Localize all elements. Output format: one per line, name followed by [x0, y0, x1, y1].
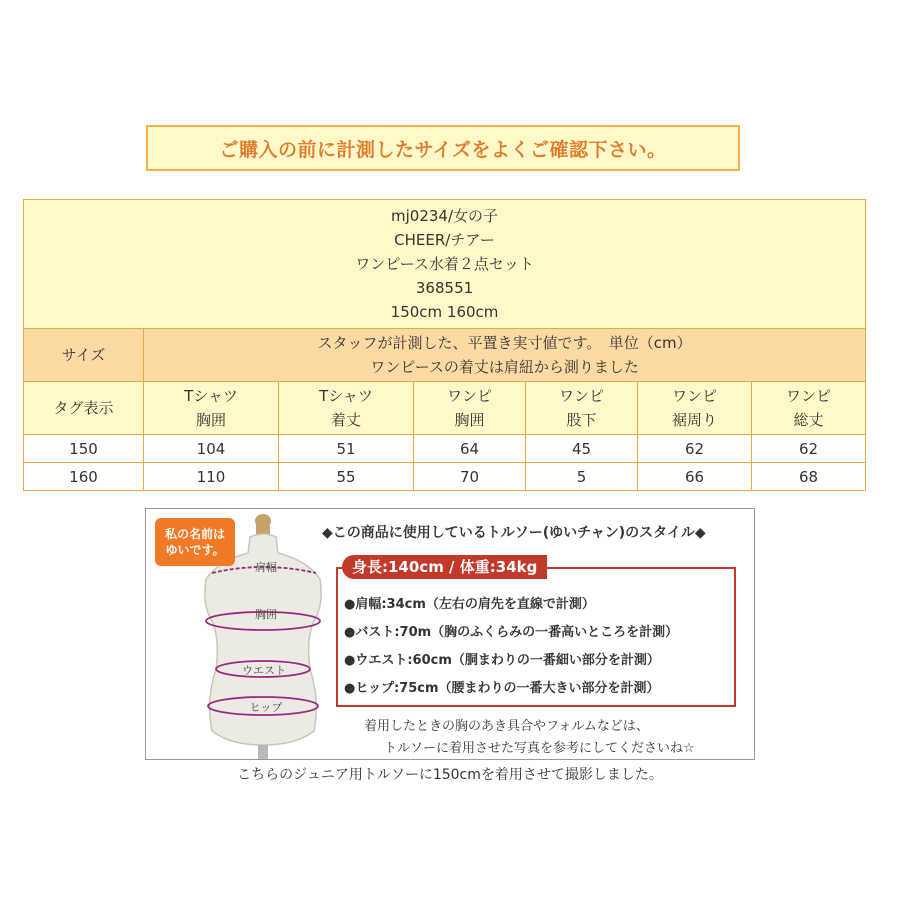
product-sizes: 150cm 160cm — [390, 303, 499, 321]
column-header-line2: 総丈 — [793, 411, 824, 429]
size-note-line1: スタッフが計測した、平置き実寸値です。 単位（cm） — [317, 334, 692, 352]
column-header-line2: 股下 — [566, 411, 597, 429]
column-header-line1: ワンピ — [558, 387, 604, 405]
badge-line1: 私の名前は — [164, 527, 225, 541]
notice-banner — [146, 125, 740, 171]
column-header-line2: 胸囲 — [454, 411, 485, 429]
product-info — [24, 200, 866, 329]
size-note-line2: ワンピースの着丈は肩紐から測りました — [370, 358, 639, 376]
product-number: 368551 — [415, 279, 474, 297]
column-header-line1: ワンピ — [786, 387, 832, 405]
column-header-line2: 胸囲 — [195, 411, 226, 429]
column-header — [526, 382, 638, 435]
product-name: ワンピース水着２点セット — [355, 255, 534, 273]
product-code: mj0234/女の子 — [391, 207, 499, 225]
column-header-tag — [24, 382, 144, 435]
column-header — [279, 382, 414, 435]
table-cell: 70 — [414, 463, 526, 491]
label-waist: ウエスト — [242, 664, 286, 677]
table-cell: 45 — [526, 435, 638, 463]
notice-text: ご購入の前に計測したサイズをよくご確認下さい。 — [219, 138, 667, 161]
product-brand: CHEER/チアー — [394, 231, 495, 249]
column-header-line2: 着丈 — [330, 411, 361, 429]
column-header-line1: ワンピ — [671, 387, 717, 405]
size-table — [23, 199, 866, 491]
label-shoulder: 肩幅 — [255, 561, 277, 574]
photo-caption: こちらのジュニア用トルソーに150cmを着用させて撮影しました。 — [237, 767, 663, 783]
table-cell: 160 — [24, 463, 144, 491]
torso-panel — [145, 508, 755, 760]
column-header-line1: Tシャツ — [319, 387, 373, 405]
column-header-row — [24, 382, 866, 435]
table-cell: 110 — [144, 463, 279, 491]
torso-stand — [258, 745, 268, 760]
stat-hip: ●ヒップ:75cm（腰まわりの一番大きい部分を計測） — [344, 681, 660, 696]
stat-bust: ●バスト:70m（胸のふくらみの一番高いところを計測） — [344, 625, 679, 640]
stat-waist: ●ウエスト:60cm（胴まわりの一番細い部分を計測） — [344, 653, 660, 668]
column-header-line2: 裾周り — [671, 411, 717, 429]
size-header-row — [24, 329, 866, 382]
table-cell: 68 — [752, 463, 866, 491]
stat-shoulder: ●肩幅:34cm（左右の肩先を直線で計測） — [344, 597, 595, 612]
table-cell: 150 — [24, 435, 144, 463]
table-row — [24, 463, 866, 491]
table-cell: 5 — [526, 463, 638, 491]
column-header-line1: Tシャツ — [184, 387, 238, 405]
product-info-row — [24, 200, 866, 329]
torso-title: ◆この商品に使用しているトルソー(ゆいチャン)のスタイル◆ — [322, 525, 706, 541]
label-hip: ヒップ — [249, 701, 283, 714]
column-header-line1: ワンピ — [446, 387, 492, 405]
size-note — [144, 329, 866, 382]
note-line1: 着用したときの胸のあき具合やフォルムなどは、 — [364, 719, 649, 734]
name-badge — [155, 518, 235, 566]
table-cell: 62 — [638, 435, 752, 463]
table-row — [24, 435, 866, 463]
table-cell: 62 — [752, 435, 866, 463]
table-cell: 51 — [279, 435, 414, 463]
column-header — [752, 382, 866, 435]
table-cell: 104 — [144, 435, 279, 463]
size-label: サイズ — [24, 329, 144, 382]
table-cell: 66 — [638, 463, 752, 491]
table-cell: 64 — [414, 435, 526, 463]
note-line2: トルソーに着用させた写真を参考にしてくださいね☆ — [384, 741, 695, 756]
label-chest: 胸囲 — [255, 608, 277, 621]
stats-header: 身長:140cm / 体重:34kg — [342, 555, 547, 579]
table-cell: 55 — [279, 463, 414, 491]
column-header — [414, 382, 526, 435]
column-header — [638, 382, 752, 435]
column-header-line1: タグ表示 — [53, 399, 114, 417]
column-header — [144, 382, 279, 435]
badge-line2: ゆいです。 — [165, 543, 225, 557]
